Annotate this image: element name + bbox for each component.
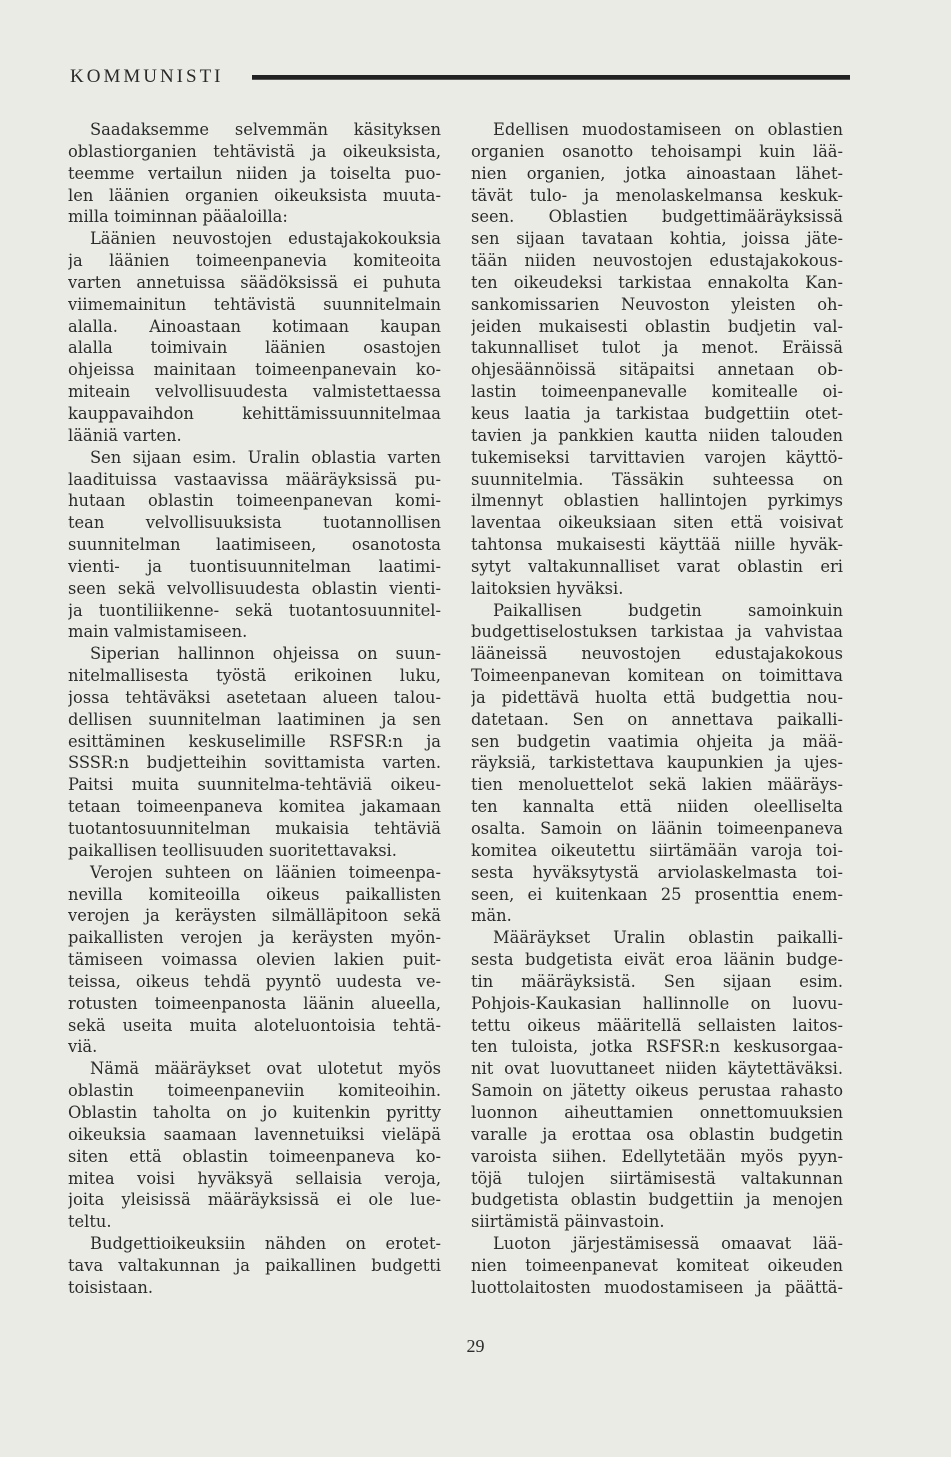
text-line: datetaan. Sen on annettava paikalli- (471, 709, 843, 729)
text-line: lääniä varten. (68, 425, 182, 445)
text-line: nit ovat luovuttaneet niiden käytettäväksi. (471, 1059, 843, 1079)
text-line: sekä useita muita aloteluontoisia tehtä- (68, 1015, 441, 1035)
text-line: Nämä määräykset ovat ulotetut myös (90, 1059, 441, 1079)
text-line: varoista siihen. Edellytetään myös pyyn- (471, 1146, 843, 1166)
text-line: ohjeissa mainitaan toimeenpanevain ko- (68, 360, 441, 380)
page-header (70, 62, 850, 92)
text-line: Pohjois-Kaukasian hallinnolle on luovu- (471, 993, 843, 1013)
text-line: milla toiminnan pääaloilla: (68, 207, 288, 227)
text-line: budgettiselostuksen tarkistaa ja vahvistaa (471, 622, 843, 642)
text-line: tahtonsa mukaisesti käyttää niille hyväk- (471, 535, 843, 555)
text-line: ilmennyt oblastien hallintojen pyrkimys (471, 491, 843, 511)
text-line: nevilla komiteoilla oikeus paikallisten (68, 884, 441, 904)
text-line: Luoton järjestämisessä omaavat lää- (493, 1234, 843, 1254)
journal-title: KOMMUNISTI (70, 66, 224, 87)
text-line: ten oikeudeksi tarkistaa ennakolta Kan- (471, 272, 843, 292)
text-line: Samoin on jätetty oikeus perustaa rahasto (471, 1081, 843, 1101)
text-line: kauppavaihdon kehittämissuunnitelmaa (68, 403, 441, 423)
page-number: 29 (466, 1336, 485, 1356)
text-line: vienti- ja tuontisuunnitelman laatimi- (68, 556, 441, 576)
text-line: keus laatia ja tarkistaa budgettiin otet- (471, 403, 843, 423)
text-line: töjä tulojen siirtämisestä valtakunnan (471, 1168, 843, 1188)
text-line: sen sijaan tavataan kohtia, joissa jäte- (471, 229, 843, 249)
text-line: teemme vertailun niiden ja toiselta puo- (68, 163, 441, 183)
text-line: esittäminen keskuselimille RSFSR:n ja (68, 731, 441, 751)
text-line: tävät tulo- ja menolaskelmansa keskuk- (471, 185, 843, 205)
text-line: toisistaan. (68, 1277, 154, 1297)
text-line: tavien ja pankkien kautta niiden talouden (471, 425, 843, 445)
text-line: oblastin toimeenpaneviin komiteoihin. (68, 1081, 441, 1101)
text-line: tetaan toimeenpaneva komitea jakamaan (68, 797, 441, 817)
text-line: luonnon aiheuttamien onnettomuuksien (471, 1102, 843, 1122)
text-line: ohjesäännöissä sitäpaitsi annetaan ob- (471, 360, 843, 380)
text-line: verojen ja keräysten silmälläpitoon sekä (68, 906, 441, 926)
text-line: tukemiseksi tarvittavien varojen käyttö- (471, 447, 843, 467)
text-line: paikallisen teollisuuden suoritettavaksi. (68, 840, 397, 860)
text-line: joita yleisissä määräyksissä ei ole lue- (68, 1190, 441, 1210)
text-line: paikallisten verojen ja keräysten myön- (68, 928, 441, 948)
text-line: sesta hyväksytystä arviolaskelmasta toi- (471, 862, 843, 882)
text-line: siten että oblastin toimeenpaneva ko- (68, 1146, 441, 1166)
text-line: nitelmallisesta työstä erikoinen luku, (68, 666, 441, 686)
text-line: siirtämistä päinvastoin. (471, 1212, 665, 1232)
text-line: viimemainitun tehtävistä suunnitelmain (68, 294, 441, 314)
text-line: tämiseen voimassa olevien lakien puit- (68, 950, 441, 970)
text-line: nien organien, jotka ainoastaan lähet- (471, 163, 843, 183)
text-line: räyksiä, tarkistettava kaupunkien ja ujes- (471, 753, 843, 773)
text-line: jeiden mukaisesti oblastin budjetin val- (471, 316, 843, 336)
text-line: teissa, oikeus tehdä pyyntö uudesta ve- (68, 971, 441, 991)
text-line: ja pidettävä huolta että budgettia nou- (471, 687, 843, 707)
text-line: oblastiorganien tehtävistä ja oikeuksista, (68, 141, 441, 161)
text-line: mitea voisi hyväksyä sellaisia veroja, (68, 1168, 441, 1188)
text-line: suunnitelmia. Tässäkin suhteessa on (471, 469, 843, 489)
text-line: SSSR:n budjetteihin sovittamista varten. (68, 753, 441, 773)
text-line: teltu. (68, 1212, 112, 1232)
text-line: seen, ei kuitenkaan 25 prosenttia enem- (471, 884, 843, 904)
text-line: Paitsi muita suunnitelma-tehtäviä oikeu- (68, 775, 441, 795)
text-line: laadituissa vastaavissa määräyksissä pu- (68, 469, 441, 489)
text-line: laventaa oikeuksiaan siten että voisivat (471, 513, 843, 533)
text-line: main valmistamiseen. (68, 622, 248, 642)
text-line: Määräykset Uralin oblastin paikalli- (493, 928, 843, 948)
text-line: viä. (68, 1037, 98, 1057)
text-line: tettu oikeus määritellä sellaisten laitos- (471, 1015, 843, 1035)
left-column (68, 119, 441, 1299)
text-line: oikeuksia saamaan lavennetuiksi vieläpä (68, 1124, 441, 1144)
text-line: seen sekä velvollisuudesta oblastin vienti- (68, 578, 441, 598)
text-line: sesta budgetista eivät eroa läänin budge- (471, 950, 843, 970)
text-line: ja tuontiliikenne- sekä tuotantosuunnitel- (68, 600, 441, 620)
header-rule (252, 75, 851, 80)
text-line: tuotantosuunnitelman mukaisia tehtäviä (68, 819, 441, 838)
text-line: sen budgetin vaatimia ohjeita ja mää- (471, 731, 843, 751)
text-line: organien osanotto tehoisampi kuin lää- (471, 141, 843, 161)
text-line: budgetista oblastin budgettiin ja menojen (471, 1190, 843, 1210)
text-line: Verojen suhteen on läänien toimeenpa- (90, 862, 441, 882)
text-line: osalta. Samoin on läänin toimeenpaneva (471, 819, 843, 838)
text-line: laitoksien hyväksi. (471, 578, 624, 598)
text-line: alalla toimivain läänien osastojen (68, 338, 441, 358)
text-line: dellisen suunnitelman laatiminen ja sen (68, 709, 441, 729)
text-line: seen. Oblastien budgettimääräyksissä (471, 207, 843, 227)
text-line: Läänien neuvostojen edustajakokouksia (90, 229, 441, 249)
text-line: ten tuloista, jotka RSFSR:n keskusorgaa- (471, 1037, 843, 1057)
text-line: ja läänien toimeenpanevia komiteoita (68, 251, 441, 271)
text-line: luottolaitosten muodostamiseen ja päättä- (471, 1277, 843, 1297)
text-line: jossa tehtäväksi asetetaan alueen talou- (68, 687, 441, 707)
text-line: Budgettioikeuksiin nähden on erotet- (90, 1234, 441, 1254)
text-line: lastin toimeenpanevalle komitealle oi- (471, 382, 843, 402)
text-line: hutaan oblastin toimeenpanevan komi- (68, 491, 441, 511)
text-line: varalle ja erottaa osa oblastin budgetin (471, 1124, 843, 1144)
text-line: ten kannalta että niiden oleelliselta (471, 797, 843, 817)
text-line: Sen sijaan esim. Uralin oblastia varten (90, 447, 441, 467)
text-line: rotusten toimeenpanosta läänin alueella, (68, 993, 441, 1013)
text-line: Toimeenpanevan komitean on toimittava (471, 666, 843, 686)
text-line: lääneissä neuvostojen edustajakokous (471, 644, 843, 664)
text-line: takunnalliset tulot ja menot. Eräissä (471, 338, 843, 358)
text-line: Siperian hallinnon ohjeissa on suun- (90, 644, 441, 664)
text-line: Saadaksemme selvemmän käsityksen (90, 120, 441, 139)
text-line: Paikallisen budgetin samoinkuin (493, 600, 843, 620)
text-line: miteain velvollisuudesta valmistettaessa (68, 382, 441, 402)
text-line: tin määräyksistä. Sen sijaan esim. (471, 971, 843, 991)
text-line: män. (471, 906, 512, 926)
text-line: nien toimeenpanevat komiteat oikeuden (471, 1255, 843, 1275)
text-line: tean velvollisuuksista tuotannollisen (68, 513, 441, 533)
text-line: sytyt valtakunnalliset varat oblastin eri (471, 556, 843, 576)
text-line: suunnitelman laatimiseen, osanotosta (68, 535, 441, 555)
text-line: tään niiden neuvostojen edustajakokous- (471, 251, 843, 271)
text-line: alalla. Ainoastaan kotimaan kaupan (68, 316, 441, 336)
text-line: sankomissarien Neuvoston yleisten oh- (471, 294, 843, 314)
text-line: komitea oikeutettu siirtämään varoja toi- (471, 840, 843, 860)
text-line: Edellisen muodostamiseen on oblastien (493, 120, 843, 139)
text-line: Oblastin taholta on jo kuitenkin pyritty (68, 1102, 441, 1122)
text-line: len läänien organien oikeuksista muuta- (68, 185, 441, 205)
text-line: varten annetuissa säädöksissä ei puhuta (68, 272, 441, 292)
text-line: tava valtakunnan ja paikallinen budgetti (68, 1255, 441, 1275)
right-column (471, 119, 843, 1299)
text-line: tien menoluettelot sekä lakien määräys- (471, 775, 843, 795)
